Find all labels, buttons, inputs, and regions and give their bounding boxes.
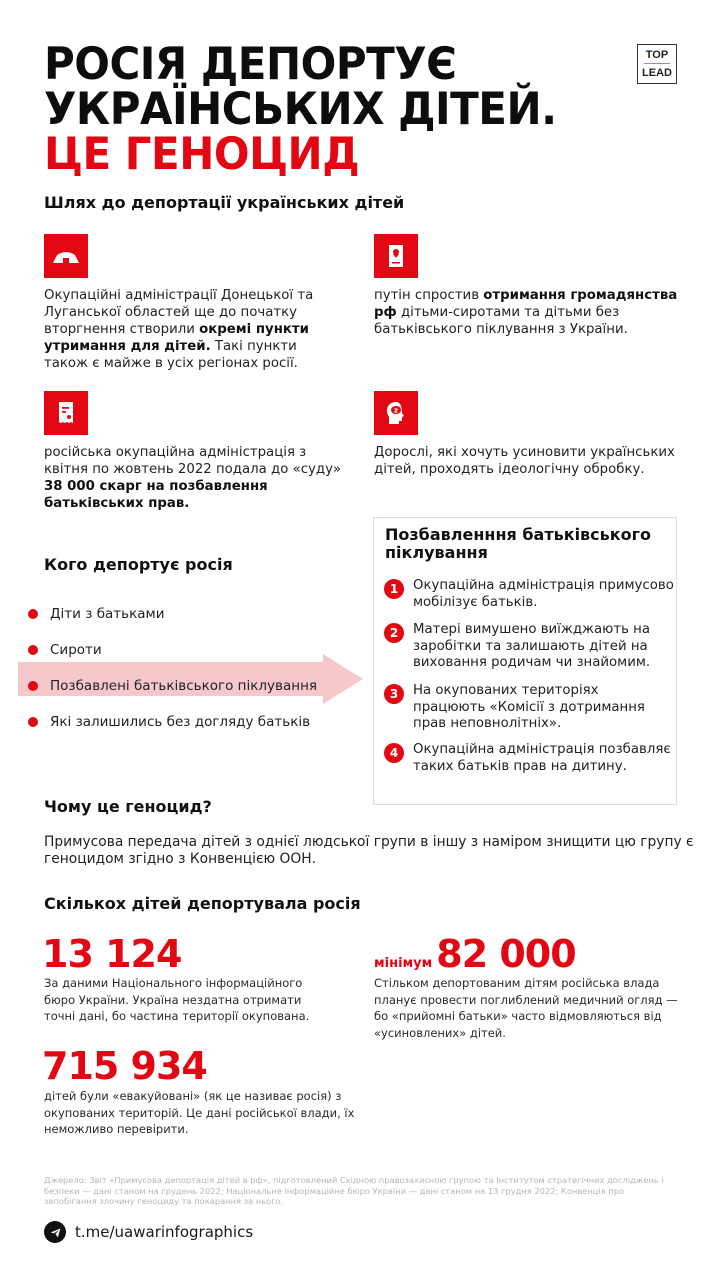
deprivation-card <box>373 517 677 805</box>
logo-divider <box>644 63 670 65</box>
step-number: 1 <box>384 579 404 599</box>
list-item-highlighted: Позбавлені батьківського піклування <box>20 668 370 704</box>
bullet-icon <box>28 609 38 619</box>
stat-text-3: дітей були «евакуйовані» (як це називає росія) з окупованих територій. Це дані російської влади, їх неможливо перевірити. <box>44 1089 355 1136</box>
telegram-url[interactable]: t.me/uawarinfographics <box>75 1223 254 1241</box>
step-number: 4 <box>384 743 404 763</box>
list-item: Які залишились без догляду батьків <box>20 704 370 740</box>
step-number: 3 <box>384 684 404 704</box>
path-section-heading: Шлях до депортації українських дітей <box>44 193 405 212</box>
passport-icon <box>374 234 418 278</box>
card-title: Позбавленння батьківського піклування <box>385 525 651 562</box>
brain-head-icon <box>374 391 418 435</box>
logo-top-text: TOP <box>645 48 669 61</box>
title-line-2: УКРАЇНСЬКИХ ДІТЕЙ. <box>44 82 557 135</box>
telegram-icon <box>44 1221 66 1243</box>
path-item-4-text: Дорослі, які хочуть усиновити українських дітей, проходять ідеологічну обробку. <box>374 445 675 477</box>
who-list <box>20 596 370 740</box>
count-section-heading: Скількох дітей депортувала росія <box>44 894 361 913</box>
svg-text:z: z <box>393 406 399 415</box>
top-lead-logo <box>637 44 677 84</box>
path-item-3-text: російська окупаційна адміністрація з квітня по жовтень 2022 подала до «суду» 38 000 скарг на позбавлення батьківських прав. <box>44 445 342 511</box>
stat-value-2: 82 000 <box>436 932 576 976</box>
why-section-heading: Чому це геноцид? <box>44 797 212 816</box>
path-item-1-text: Окупаційні адміністрації Донецької та Луганської областей ще до початку вторгнення створили окремі пункти утримання для дітей. Такі пункти також є майже в усіх регіонах росії. <box>44 288 314 371</box>
title-line-3: ЦЕ ГЕНОЦИД <box>44 127 360 180</box>
tent-icon <box>44 234 88 278</box>
step-number: 2 <box>384 623 404 643</box>
list-item: Діти з батьками <box>20 596 370 632</box>
logo-bottom-text: LEAD <box>642 67 672 80</box>
stat-value-1: 13 124 <box>42 932 182 976</box>
stat-text-1: За даними Національного інформаційного бюро України. Україна нездатна отримати точні дані, бо частина території окупована. <box>44 976 310 1023</box>
bullet-icon <box>28 717 38 727</box>
stat-text-2: Стільком депортованим дітям російська влада планує провести поглиблений медичний огляд — бо «прийомні батьки» часто відмовляються від «усиновлених» дітей. <box>374 976 678 1040</box>
list-item: Сироти <box>20 632 370 668</box>
who-section-heading: Кого депортує росія <box>44 555 233 574</box>
path-item-2-text: путін спростив отримання громадянства рф дітьми-сиротами та дітьми без батьківського піклування з України. <box>374 288 678 337</box>
title-line-1: РОСІЯ ДЕПОРТУЄ <box>44 37 457 90</box>
stat-prefix: мінімум <box>374 956 433 971</box>
card-step: 2 Матері вимушено виїжджають на заробітки та залишають дітей на виховання родичам чи знайомим. <box>384 622 674 672</box>
document-seal-icon <box>44 391 88 435</box>
why-text: Примусова передача дітей з однієї людської групи в іншу з наміром знищити цю групу є геноцидом згідно з Конвенцією ООН. <box>44 834 694 867</box>
card-step: 4 Окупаційна адміністрація позбавляє таких батьків прав на дитину. <box>384 742 674 775</box>
card-step: 3 На окупованих територіях працюють «Комісії з дотримання прав неповнолітніх». <box>384 683 674 733</box>
bullet-icon <box>28 645 38 655</box>
bullet-icon <box>28 681 38 691</box>
source-note: Джерело: Звіт «Примусова депортація дітей в рф», підготовлений Східною правозахисною групою та Інститутом стратегічних досліджень і безпеки — дані станом на грудень 2022; Національне інформаційне бюро України — дані станом на 13 грудня 2022; Конвенція про запобігання злочину геноциду та покарання за нього. <box>44 1175 664 1206</box>
telegram-link[interactable] <box>44 1221 253 1243</box>
stat-value-3: 715 934 <box>42 1044 207 1088</box>
page-title <box>44 37 624 180</box>
card-step: 1 Окупаційна адміністрація примусово мобілізує батьків. <box>384 578 674 611</box>
